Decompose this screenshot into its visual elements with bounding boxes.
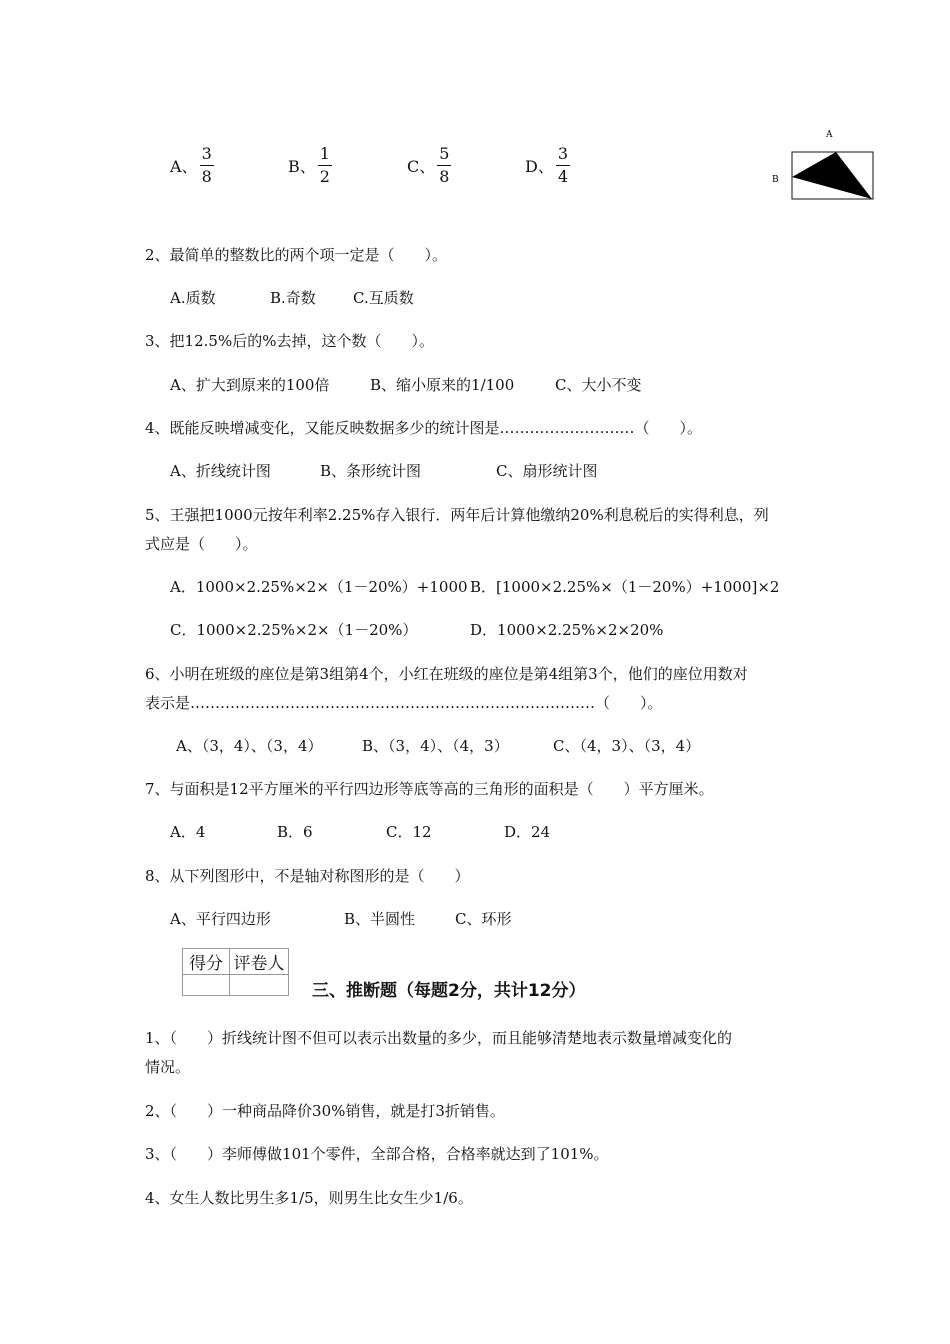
question-5-line-2: 式应是（ ）。: [145, 535, 258, 553]
q5-option-b: B．[1000×2.25%×（1－20%）+1000]×2: [470, 578, 780, 596]
q2-option-b: B.奇数: [270, 289, 316, 307]
fraction: $\frac{3}{4}$: [557, 143, 569, 186]
q4-option-b: B、条形统计图: [320, 462, 422, 480]
q7-option-b: B．6: [277, 823, 313, 841]
q3-option-b: B、缩小原来的1/100: [370, 376, 515, 394]
score-table: [182, 948, 289, 996]
q7-option-c: C．12: [386, 823, 432, 841]
question-2: 2、最简单的整数比的两个项一定是（ ）。: [145, 246, 448, 264]
q4-option-c: C、扇形统计图: [496, 462, 598, 480]
fraction: $\frac{3}{8}$: [201, 143, 212, 186]
figure-label-a: A: [826, 130, 833, 140]
question-8: 8、从下列图形中，不是轴对称图形的是（ ）: [145, 867, 470, 885]
q7-option-d: D．24: [504, 823, 551, 841]
q2-option-a: A.质数: [170, 289, 216, 307]
q2-option-c: C.互质数: [353, 289, 414, 307]
grader-cell[interactable]: [230, 975, 289, 996]
judgment-1-line-2: 情况。: [145, 1058, 191, 1076]
q6-option-b: B、（3，4）、（4，3）: [362, 737, 509, 755]
question-6-line-2: 表示是………………………………………………………………………（ ）。: [145, 694, 663, 712]
fraction: $\frac{5}{8}$: [439, 143, 450, 186]
question-4: 4、既能反映增减变化，又能反映数据多少的统计图是………………………（ ）。: [145, 419, 703, 437]
q1-option-b: B、 $\frac{1}{2}$: [288, 143, 330, 186]
judgment-3: 3、（ ）李师傅做101个零件，全部合格，合格率就达到了101%。: [145, 1145, 609, 1163]
q6-option-c: C、（4，3）、（3，4）: [553, 737, 701, 755]
q6-option-a: A、（3，4）、（3，4）: [176, 737, 323, 755]
q8-option-b: B、半圆性: [344, 910, 416, 928]
judgment-1-line-1: 1、（ ）折线统计图不但可以表示出数量的多少，而且能够清楚地表示数量增减变化的: [145, 1029, 733, 1047]
q5-option-a: A．1000×2.25%×2×（1－20%）+1000: [170, 578, 468, 596]
q3-option-a: A、扩大到原来的100倍: [170, 376, 330, 394]
q5-option-c: C．1000×2.25%×2×（1－20%）: [170, 621, 418, 639]
q1-option-c: C、 $\frac{5}{8}$: [407, 143, 450, 186]
score-header: 得分: [183, 949, 230, 975]
question-6-line-1: 6、小明在班级的座位是第3组第4个，小红在班级的座位是第4组第3个，他们的座位用数对: [145, 665, 748, 683]
figure-label-b: B: [772, 175, 779, 185]
q1-option-d: D、 $\frac{3}{4}$: [525, 143, 569, 186]
question-7: 7、与面积是12平方厘米的平行四边形等底等高的三角形的面积是（ ）平方厘米。: [145, 780, 714, 798]
judgment-4: 4、女生人数比男生多1/5，则男生比女生少1/6。: [145, 1189, 473, 1207]
triangle-figure: [768, 126, 878, 204]
q5-option-d: D．1000×2.25%×2×20%: [470, 621, 664, 639]
q1-option-a: A、 $\frac{3}{8}$: [170, 143, 212, 186]
grader-header: 评卷人: [230, 949, 289, 975]
score-cell[interactable]: [183, 975, 230, 996]
figure-triangle: [792, 152, 872, 199]
q8-option-c: C、环形: [455, 910, 512, 928]
q7-option-a: A．4: [170, 823, 206, 841]
q4-option-a: A、折线统计图: [170, 462, 271, 480]
judgment-2: 2、（ ）一种商品降价30%销售，就是打3折销售。: [145, 1102, 505, 1120]
fraction: $\frac{1}{2}$: [319, 143, 330, 186]
q3-option-c: C、大小不变: [555, 376, 642, 394]
question-3: 3、把12.5%后的%去掉，这个数（ ）。: [145, 332, 434, 350]
question-5-line-1: 5、王强把1000元按年利率2.25%存入银行．两年后计算他缴纳20%利息税后的实得利息，列: [145, 506, 769, 524]
q8-option-a: A、平行四边形: [170, 910, 271, 928]
section-3-title: 三、推断题（每题2分，共计12分）: [312, 981, 586, 1001]
